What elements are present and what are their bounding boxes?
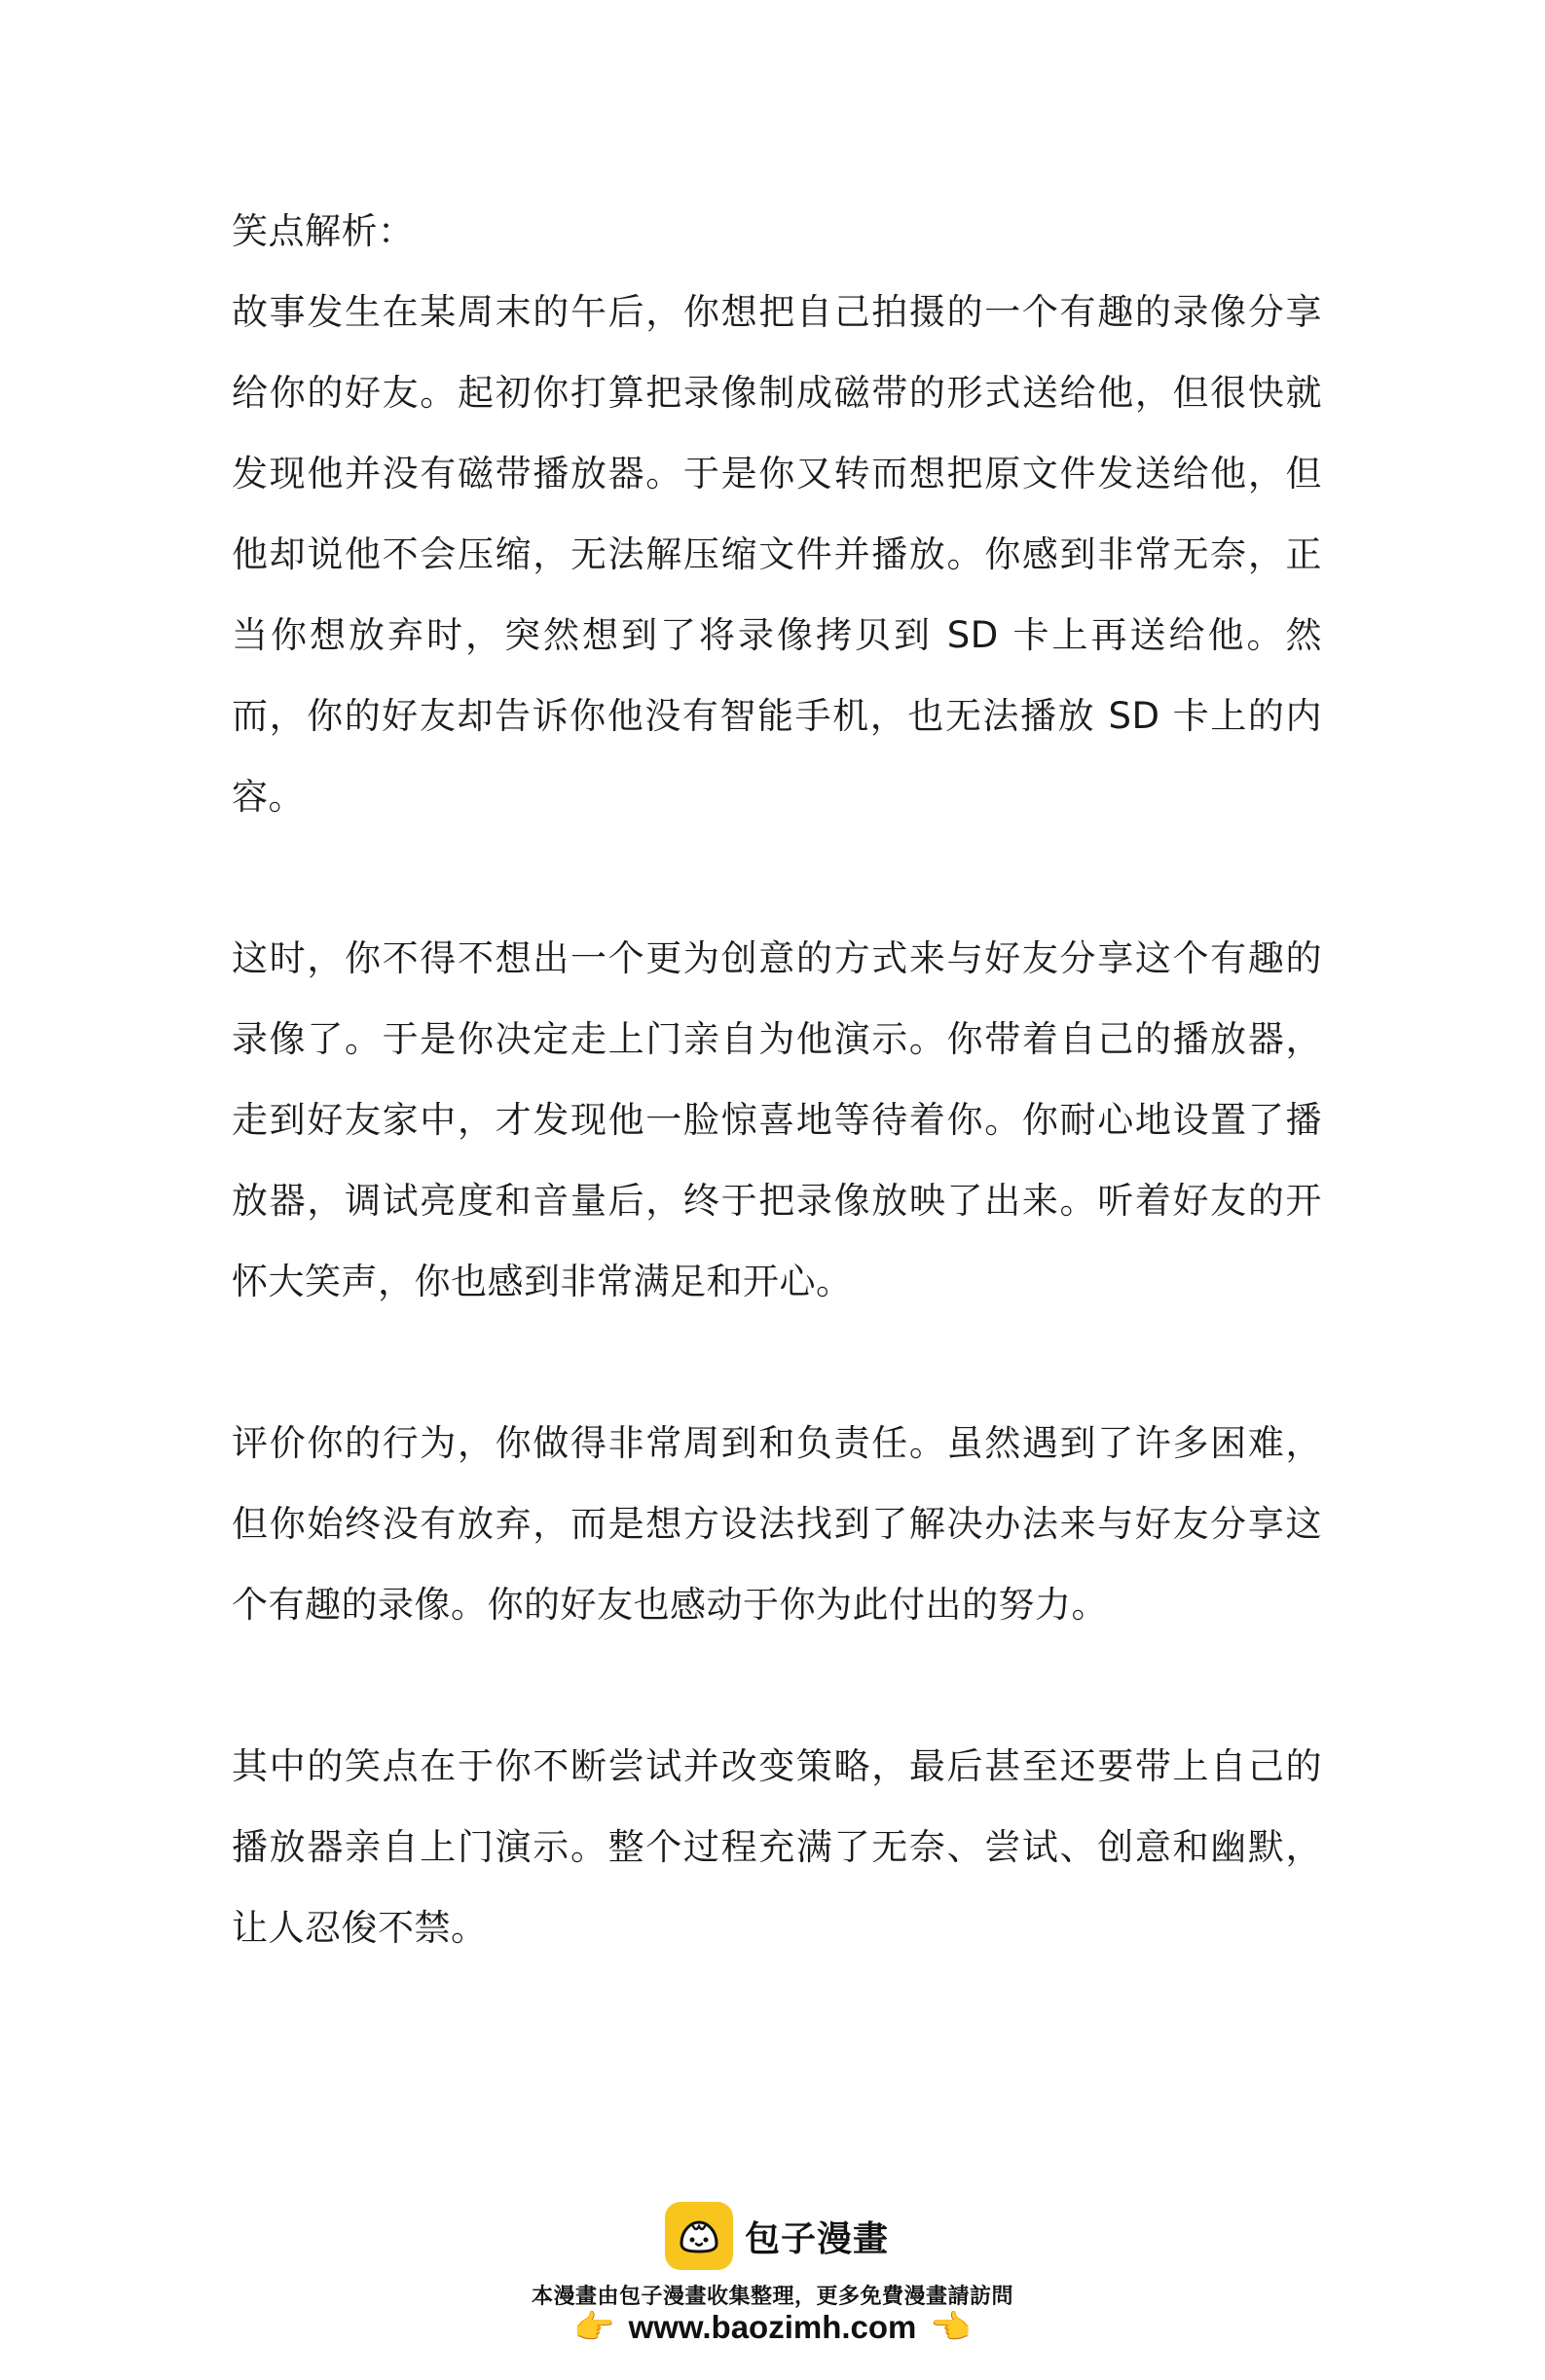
pointing-hand-icon: 👉: [573, 2308, 615, 2347]
footer-notice: 本漫畫由包子漫畫收集整理，更多免費漫畫請訪問: [531, 2285, 1013, 2309]
article-paragraph-3: 评价你的行为，你做得非常周到和负责任。虽然遇到了许多困难，但你始终没有放弃，而是想方设法找到了解决办法来与好友分享这个有趣的录像。你的好友也感动于你为此付出的努力。: [232, 1422, 1322, 1626]
footer-url-row: [0, 2309, 1545, 2346]
article-heading: 笑点解析：: [232, 210, 415, 252]
article-paragraph-4: 其中的笑点在于你不断尝试并改变策略，最后甚至还要带上自己的播放器亲自上门演示。整个过程充满了无奈、尝试、创意和幽默，让人忍俊不禁。: [232, 1745, 1322, 1949]
baozi-bun-icon: [665, 2202, 733, 2270]
brand-name: 包子漫畫: [745, 2218, 890, 2259]
pointing-hand-icon: 👈: [930, 2308, 972, 2347]
article-paragraph-2: 这时，你不得不想出一个更为创意的方式来与好友分享这个有趣的录像了。于是你决定走上门亲自为他演示。你带着自己的播放器，走到好友家中，才发现他一脸惊喜地等待着你。你耐心地设置了播放器，调试亮度和音量后，终于把录像放映了出来。听着好友的开怀大笑声，你也感到非常满足和开心。: [232, 937, 1322, 1302]
article-body: [232, 191, 1322, 1968]
paragraph-spacer: [232, 1322, 1322, 1403]
site-url-link[interactable]: www.baozimh.com: [628, 2309, 917, 2345]
brand-logo-group[interactable]: [665, 2202, 889, 2270]
paragraph-spacer: [232, 1645, 1322, 1726]
paragraph-spacer: [232, 837, 1322, 918]
article-paragraph-1: 故事发生在某周末的午后，你想把自己拍摄的一个有趣的录像分享给你的好友。起初你打算把录像制成磁带的形式送给他，但很快就发现他并没有磁带播放器。于是你又转而想把原文件发送给他，但他却说他不会压缩，无法解压缩文件并播放。你感到非常无奈，正当你想放弃时，突然想到了将录像拷贝到 SD 卡上再送给他。然而，你的好友却告诉你他没有智能手机，也无法播放 SD 卡上的内容。: [232, 291, 1322, 818]
